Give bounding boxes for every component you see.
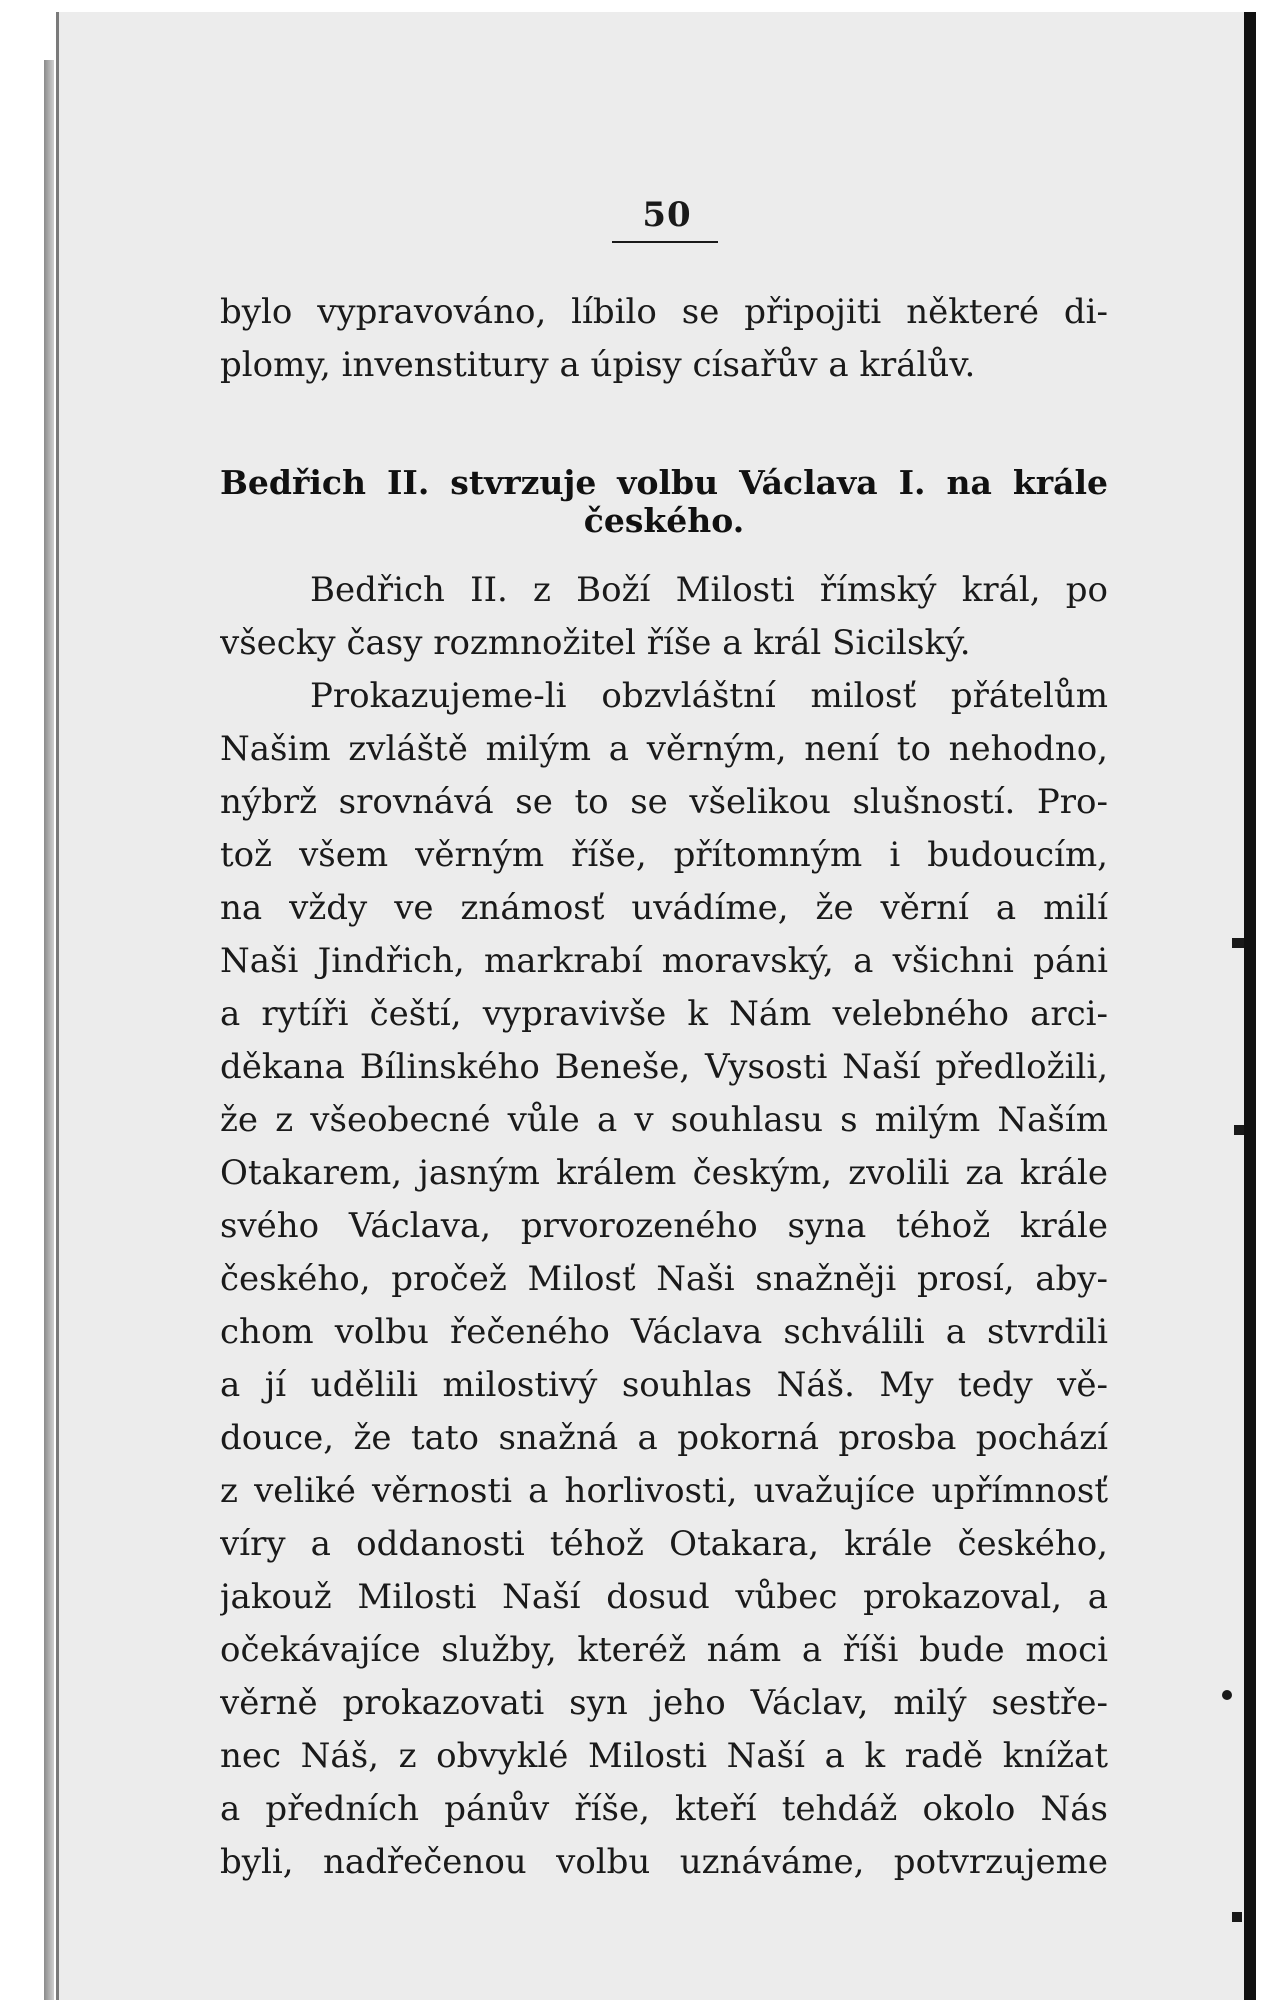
text-line: nýbrž srovnává se to se všelikou slušností. Pro-	[220, 782, 1108, 822]
text-line: Otakarem, jasným králem českým, zvolili za krále	[220, 1153, 1108, 1193]
text-line: byli, nadřečenou volbu uznáváme, potvrzujeme	[220, 1842, 1108, 1882]
text-line: na vždy ve známosť uvádíme, že věrní a milí	[220, 888, 1108, 928]
text-line: chom volbu řečeného Václava schválili a stvrdili	[220, 1312, 1108, 1352]
text-line: víry a oddanosti téhož Otakara, krále českého,	[220, 1524, 1108, 1564]
text-line: a předních pánův říše, kteří tehdáž okolo Nás	[220, 1789, 1108, 1829]
text-line: všecky časy rozmnožitel říše a král Sicilský.	[220, 623, 971, 663]
page-number-rule	[612, 241, 718, 243]
page-number: 50	[642, 195, 692, 235]
section-heading	[220, 464, 1108, 540]
text-line: českého, pročež Milosť Naši snažněji prosí, aby-	[220, 1259, 1108, 1299]
text-line: svého Václava, prvorozeného syna téhož krále	[220, 1206, 1108, 1246]
text-line: z veliké věrnosti a horlivosti, uvažujíce upřímnosť	[220, 1471, 1108, 1511]
text-line: věrně prokazovati syn jeho Václav, milý sestře-	[220, 1683, 1108, 1723]
text-line: douce, že tato snažná a pokorná prosba pochází	[220, 1418, 1108, 1458]
text-line: bylo vypravováno, líbilo se připojiti některé di-	[220, 292, 1108, 332]
scan-speck	[1232, 1912, 1242, 1922]
body-text	[220, 564, 1108, 1889]
scan-speck	[1222, 1690, 1232, 1700]
text-line: děkana Bílinského Beneše, Vysosti Naší předložili,	[220, 1047, 1108, 1087]
text-line: jakouž Milosti Naší dosud vůbec prokazoval, a	[220, 1577, 1108, 1617]
text-line: očekávajíce služby, kteréž nám a říši bude moci	[220, 1630, 1108, 1670]
section-heading-line: Bedřich II. stvrzuje volbu Václava I. na krále	[220, 463, 1108, 502]
text-line: tož všem věrným říše, přítomným i budoucím,	[220, 835, 1108, 875]
text-line: a rytíři čeští, vypravivše k Nám velebného arci-	[220, 994, 1108, 1034]
text-line: Bedřich II. z Boží Milosti římský král, po	[310, 570, 1108, 610]
text-line: Naši Jindřich, markrabí moravský, a všichni páni	[220, 941, 1108, 981]
intro-paragraph	[220, 286, 1108, 392]
text-line: Našim zvláště milým a věrným, není to nehodno,	[220, 729, 1108, 769]
scan-speck	[1234, 1125, 1244, 1135]
text-line: nec Náš, z obvyklé Milosti Naší a k radě knížat	[220, 1736, 1108, 1776]
text-line: plomy, invenstitury a úpisy císařův a králův.	[220, 345, 976, 385]
scan-edge-border	[1244, 12, 1256, 2000]
book-gutter-shadow	[44, 60, 54, 2000]
scan-speck	[1232, 938, 1244, 948]
section-heading-line: českého.	[583, 501, 745, 540]
text-line: že z všeobecné vůle a v souhlasu s milým Naším	[220, 1100, 1108, 1140]
text-line: a jí udělili milostivý souhlas Náš. My tedy vě-	[220, 1365, 1108, 1405]
text-line: Prokazujeme-li obzvláštní milosť přátelům	[310, 676, 1108, 716]
